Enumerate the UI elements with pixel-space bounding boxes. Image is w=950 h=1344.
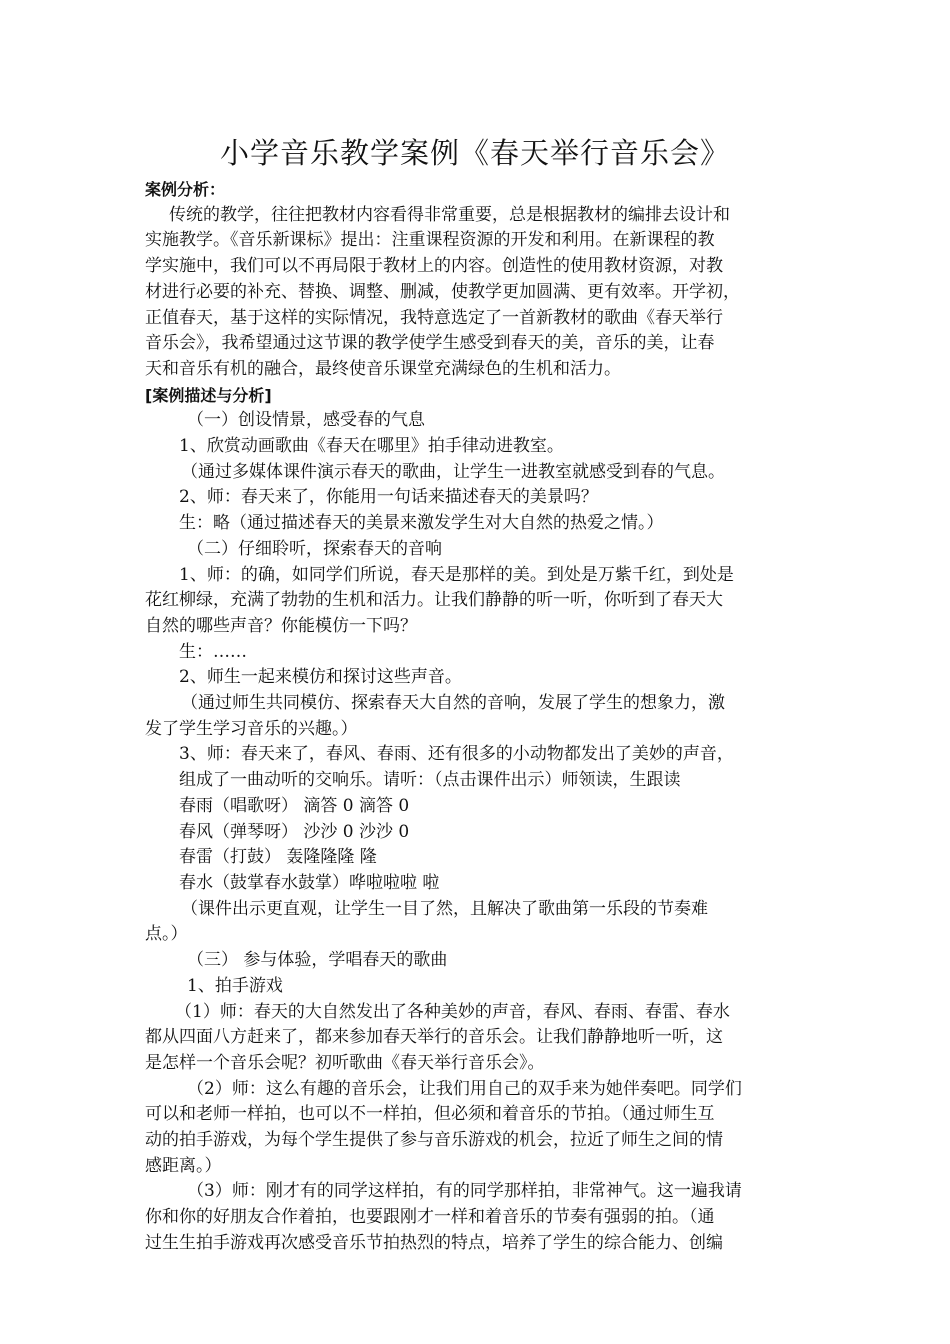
section-heading-case-description: [案例描述与分析] bbox=[145, 385, 272, 405]
paragraph-line: （课件出示更直观，让学生一目了然，且解决了歌曲第一乐段的节奏难 bbox=[181, 898, 708, 919]
paragraph-line: 生：…… bbox=[179, 641, 247, 662]
document-body bbox=[145, 177, 810, 1257]
section-heading-case-analysis: 案例分析： bbox=[145, 180, 226, 199]
paragraph-line: （通过多媒体课件演示春天的歌曲，让学生一进教室就感受到春的气息。 bbox=[181, 461, 725, 482]
rhythm-line: 春水（鼓掌春水鼓掌）哗啦啦啦 啦 bbox=[179, 872, 440, 893]
paragraph-line: 你和你的好朋友合作着拍，也要跟刚才一样和着音乐的节奏有强弱的拍。（通 bbox=[145, 1207, 715, 1228]
paragraph-line: 1、师：的确，如同学们所说，春天是那样的美。到处是万紫千红，到处是 bbox=[179, 564, 734, 585]
subsection-heading: （一）创设情景，感受春的气息 bbox=[187, 410, 425, 431]
paragraph-line: （1）师：春天的大自然发出了各种美妙的声音，春风、春雨、春雷、春水 bbox=[175, 1001, 730, 1022]
paragraph-line: 3、师：春天来了，春风、春雨、还有很多的小动物都发出了美妙的声音， bbox=[179, 744, 734, 765]
paragraph-line: 音乐会》，我希望通过这节课的教学使学生感受到春天的美，音乐的美，让春 bbox=[145, 333, 715, 354]
paragraph-line: （通过师生共同模仿、探索春天大自然的音响，发展了学生的想象力，激 bbox=[181, 693, 725, 714]
paragraph-line: 学实施中，我们可以不再局限于教材上的内容。创造性的使用教材资源，对教 bbox=[145, 256, 723, 277]
paragraph-line: 自然的哪些声音？你能模仿一下吗？ bbox=[145, 615, 417, 636]
paragraph-line: 都从四面八方赶来了，都来参加春天举行的音乐会。让我们静静地听一听，这 bbox=[145, 1027, 723, 1048]
paragraph-line: 2、师：春天来了，你能用一句话来描述春天的美景吗？ bbox=[179, 487, 598, 508]
paragraph-line: 发了学生学习音乐的兴趣。） bbox=[145, 718, 358, 739]
rhythm-line: 春雷（打鼓） 轰隆隆隆 隆 bbox=[179, 847, 377, 868]
subsection-heading: （三） 参与体验，学唱春天的歌曲 bbox=[187, 950, 448, 971]
paragraph-line: 花红柳绿，充满了勃勃的生机和活力。让我们静静的听一听，你听到了春天大 bbox=[145, 590, 723, 611]
paragraph-line: 过生生拍手游戏再次感受音乐节拍热烈的特点，培养了学生的综合能力、创编 bbox=[145, 1232, 723, 1253]
paragraph-line: 材进行必要的补充、替换、调整、删减，使教学更加圆满、更有效率。开学初， bbox=[145, 281, 740, 302]
paragraph-line: 1、欣赏动画歌曲《春天在哪里》拍手律动进教室。 bbox=[179, 436, 564, 457]
paragraph-line: 可以和老师一样拍，也可以不一样拍，但必须和着音乐的节拍。（通过师生互 bbox=[145, 1104, 715, 1125]
rhythm-line: 春风（弹琴呀） 沙沙 0 沙沙 0 bbox=[179, 821, 410, 842]
paragraph-line: 是怎样一个音乐会呢？初听歌曲《春天举行音乐会》。 bbox=[145, 1052, 545, 1073]
paragraph-line: 感距离。） bbox=[145, 1155, 222, 1176]
paragraph-line: 动的拍手游戏，为每个学生提供了参与音乐游戏的机会，拉近了师生之间的情 bbox=[145, 1130, 723, 1151]
paragraph-line: 组成了一曲动听的交响乐。请听：（点击课件出示）师领读，生跟读 bbox=[179, 770, 681, 791]
document-title: 小学音乐教学案例《春天举行音乐会》 bbox=[219, 136, 730, 170]
paragraph-line: 天和音乐有机的融合，最终使音乐课堂充满绿色的生机和活力。 bbox=[145, 358, 621, 379]
paragraph-line: 实施教学。《音乐新课标》提出：注重课程资源的开发和利用。在新课程的教 bbox=[145, 230, 715, 251]
paragraph-line: 1、拍手游戏 bbox=[187, 975, 283, 996]
paragraph-line: 2、师生一起来模仿和探讨这些声音。 bbox=[179, 667, 462, 688]
paragraph-line: 传统的教学，往往把教材内容看得非常重要，总是根据教材的编排去设计和 bbox=[169, 204, 730, 225]
paragraph-line: 正值春天，基于这样的实际情况，我特意选定了一首新教材的歌曲《春天举行 bbox=[145, 307, 723, 328]
paragraph-line: 生：略（通过描述春天的美景来激发学生对大自然的热爱之情。） bbox=[179, 513, 664, 534]
paragraph-line: （3）师：刚才有的同学这样拍，有的同学那样拍，非常神气。这一遍我请 bbox=[187, 1181, 742, 1202]
rhythm-line: 春雨（唱歌呀） 滴答 0 滴答 0 bbox=[179, 795, 410, 816]
subsection-heading: （二）仔细聆听，探索春天的音响 bbox=[187, 538, 442, 559]
paragraph-line: （2）师：这么有趣的音乐会，让我们用自己的双手来为她伴奏吧。同学们 bbox=[187, 1078, 742, 1099]
paragraph-line: 点。） bbox=[145, 924, 188, 945]
